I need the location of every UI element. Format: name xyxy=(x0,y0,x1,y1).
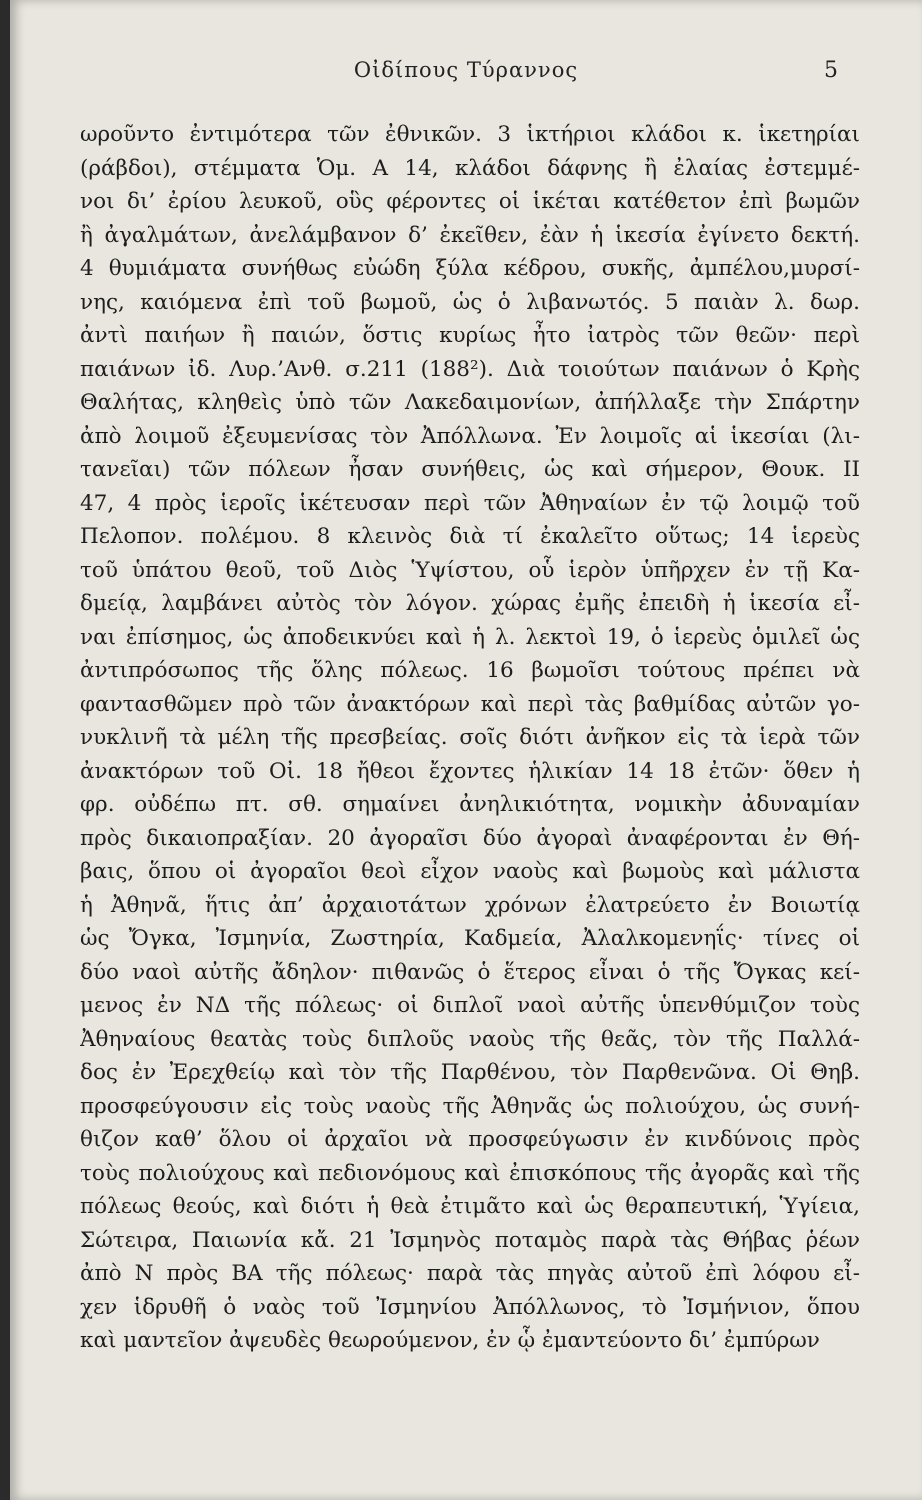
text-line: δμείᾳ, λαμβάνει αὐτὸς τὸν λόγον. χώρας ἐμῆς ἐπειδὴ ἡ ἱκεσία εἶ- xyxy=(80,591,860,616)
text-line: Ἀθηναίους θεατὰς τοὺς διπλοῦς ναοὺς τῆς θεᾶς, τὸν τῆς Παλλά- xyxy=(80,1026,860,1052)
text-line: παιάνων ἰδ. Λυρ.’Ανθ. σ.211 (188²). Διὰ τοιούτων παιάνων ὁ Κρὴς xyxy=(80,356,860,382)
text-line: τοὺς πολιούχους καὶ πεδιονόμους καὶ ἐπισκόπους τῆς ἀγορᾶς καὶ τῆς xyxy=(80,1160,860,1186)
text-line: Σώτειρα, Παιωνία κἄ. 21 Ἰσμηνὸς ποταμὸς παρὰ τὰς Θήβας ῥέων xyxy=(80,1227,860,1253)
text-line: τοῦ ὑπάτου θεοῦ, τοῦ Διὸς Ὑψίστου, οὗ ἱερὸν ὑπῆρχεν ἐν τῇ Κα- xyxy=(80,557,860,583)
text-line: βαις, ὅπου οἱ ἀγοραῖοι θεοὶ εἶχον ναοὺς καὶ βωμοὺς καὶ μάλιστα xyxy=(80,859,860,884)
text-line: Πελοπον. πολέμου. 8 κλεινὸς διὰ τί ἐκαλεῖτο οὕτως; 14 ἱερεὺς xyxy=(80,524,860,549)
text-line: νοι δι’ ἐρίου λευκοῦ, οὓς φέροντες οἱ ἱκέται κατέθετον ἐπὶ βωμῶν xyxy=(80,189,860,214)
text-line: δος ἐν Ἐρεχθείῳ καὶ τὸν τῆς Παρθένου, τὸν Παρθενῶνα. Οἱ Θηβ. xyxy=(80,1060,860,1085)
running-title: Οἰδίπους Τύραννος xyxy=(353,58,579,82)
text-line: ὡς Ὄγκα, Ἰσμηνία, Ζωστηρία, Καδμεία, Ἀλαλκομενηΐς· τίνες οἱ xyxy=(80,926,860,951)
text-line: ωροῦντο ἐντιμότερα τῶν ἐθνικῶν. 3 ἱκτήριοι κλάδοι κ. ἱκετηρίαι xyxy=(80,122,860,147)
text-line: δύο ναοὶ αὐτῆς ἄδηλον· πιθανῶς ὁ ἕτερος εἶναι ὁ τῆς Ὄγκας κεί- xyxy=(80,959,860,985)
text-line: πρὸς δικαιοπραξίαν. 20 ἀγοραῖσι δύο ἀγοραὶ ἀναφέρονται ἐν Θή- xyxy=(80,825,860,851)
text-line: ἀνακτόρων τοῦ Οἰ. 18 ἤθεοι ἔχοντες ἡλικίαν 14 18 ἐτῶν· ὅθεν ἡ xyxy=(80,758,860,784)
text-line: θιζον καθ’ ὅλου οἱ ἀρχαῖοι νὰ προσφεύγωσιν ἐν κινδύνοις πρὸς xyxy=(80,1127,860,1152)
text-line: πόλεως θεούς, καὶ διότι ἡ θεὰ ἐτιμᾶτο καὶ ὡς θεραπευτική, Ὑγίεια, xyxy=(80,1194,860,1219)
text-line: 47, 4 πρὸς ἱεροῖς ἱκέτευσαν περὶ τῶν Ἀθηναίων ἐν τῷ λοιμῷ τοῦ xyxy=(80,490,860,516)
text-line: ἢ ἀγαλμάτων, ἀνελάμβανον δ’ ἐκεῖθεν, ἐὰν ἡ ἱκεσία ἐγίνετο δεκτή. xyxy=(80,222,860,248)
page-number: 5 xyxy=(824,58,838,83)
text-line: φαντασθῶμεν πρὸ τῶν ἀνακτόρων καὶ περὶ τὰς βαθμίδας αὐτῶν γο- xyxy=(80,691,860,717)
text-line: Θαλήτας, κληθεὶς ὑπὸ τῶν Λακεδαιμονίων, ἀπήλλαξε τὴν Σπάρτην xyxy=(80,390,860,415)
text-line: προσφεύγουσιν εἰς τοὺς ναοὺς τῆς Ἀθηνᾶς ὡς πολιούχου, ὡς συνή- xyxy=(80,1093,860,1119)
text-line: ἀπὸ λοιμοῦ ἐξευμενίσας τὸν Ἀπόλλωνα. Ἐν λοιμοῖς αἱ ἱκεσίαι (λι- xyxy=(80,423,860,449)
text-line: καὶ μαντεῖον ἀψευδὲς θεωρούμενον, ἐν ᾧ ἐμαντεύοντο δι’ ἐμπύρων xyxy=(80,1328,820,1353)
text-line: ἀπὸ Ν πρὸς ΒΑ τῆς πόλεως· παρὰ τὰς πηγὰς αὐτοῦ ἐπὶ λόφου εἶ- xyxy=(80,1261,860,1286)
page-header xyxy=(10,58,922,98)
book-page xyxy=(10,0,922,1500)
text-line: 4 θυμιάματα συνήθως εὐώδη ξύλα κέδρου, συκῆς, ἀμπέλου,μυρσί- xyxy=(80,256,860,281)
text-line: τανεῖαι) τῶν πόλεων ἦσαν συνήθεις, ὡς καὶ σήμερον, Θουκ. ΙΙ xyxy=(80,457,860,482)
text-line: νυκλινῆ τὰ μέλη τῆς πρεσβείας. σοῖς διότι ἀνῆκον εἰς τὰ ἱερὰ τῶν xyxy=(80,725,860,750)
text-line: ἀντιπρόσωπος τῆς ὅλης πόλεως. 16 βωμοῖσι τούτους πρέπει νὰ xyxy=(80,658,860,683)
text-line: ἀντὶ παιήων ἢ παιών, ὅστις κυρίως ἦτο ἰατρὸς τῶν θεῶν· περὶ xyxy=(80,323,860,348)
text-line: νης, καιόμενα ἐπὶ τοῦ βωμοῦ, ὡς ὁ λιβανωτός. 5 παιὰν λ. δωρ. xyxy=(80,289,860,315)
text-line: (ράβδοι), στέμματα Ὁμ. Α 14, κλάδοι δάφνης ἢ ἐλαίας ἐστεμμέ- xyxy=(80,155,860,181)
text-line: ναι ἐπίσημος, ὡς ἀποδεικνύει καὶ ἡ λ. λεκτοὶ 19, ὁ ἱερεὺς ὁμιλεῖ ὡς xyxy=(80,624,860,650)
text-line: χεν ἱδρυθῆ ὁ ναὸς τοῦ Ἰσμηνίου Ἀπόλλωνος, τὸ Ἰσμήνιον, ὅπου xyxy=(80,1294,860,1320)
text-line: φρ. οὐδέπω πτ. σθ. σημαίνει ἀνηλικιότητα, νομικὴν ἀδυναμίαν xyxy=(80,792,860,817)
commentary-text xyxy=(80,118,860,1358)
text-line: ἡ Ἀθηνᾶ, ἥτις ἀπ’ ἀρχαιοτάτων χρόνων ἐλατρεύετο ἐν Βοιωτίᾳ xyxy=(80,892,860,918)
text-line: μενος ἐν ΝΔ τῆς πόλεως· οἱ διπλοῖ ναοὶ αὐτῆς ὑπενθύμιζον τοὺς xyxy=(80,993,860,1018)
